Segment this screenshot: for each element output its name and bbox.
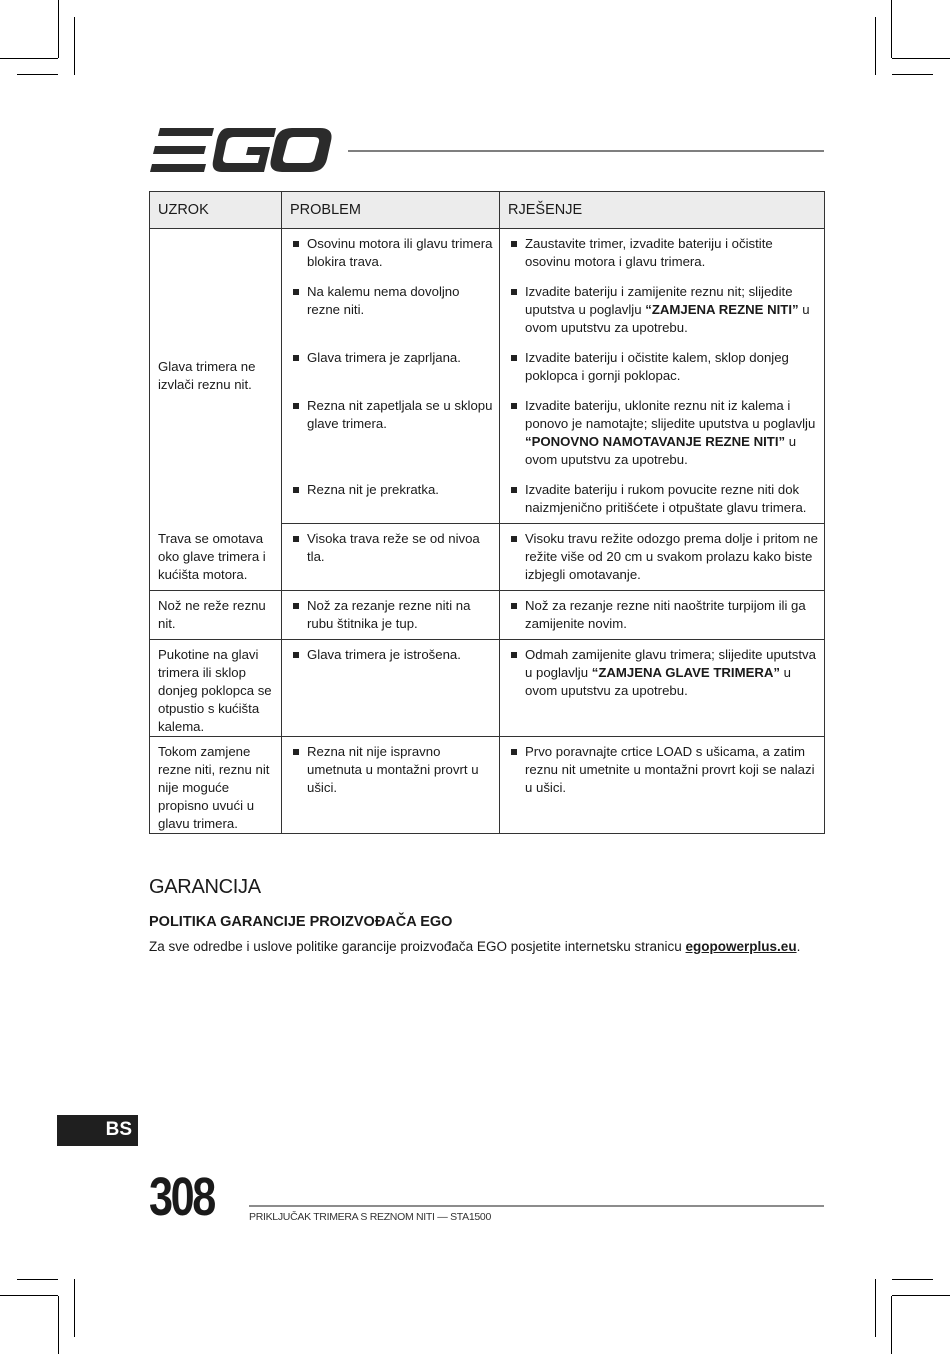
- solution-item: [500, 737, 824, 803]
- solution-text: Izvadite bateriju, uklonite reznu nit iz kalema i ponovo je namotajte; slijedite uputstva u poglavlju: [525, 398, 816, 431]
- footer-rule: [249, 1205, 824, 1207]
- footer-doc-title: PRIKLJUČAK TRIMERA S REZNOM NITI — STA1500: [249, 1211, 491, 1223]
- crop-mark: [892, 58, 950, 59]
- crop-mark: [875, 17, 876, 75]
- problem-item: [282, 277, 499, 325]
- solution-text: Izvadite bateriju i rukom povucite rezne niti dok naizmjenično pritišćete i otpuštate glavu trimera.: [525, 482, 807, 515]
- problem-item: [282, 591, 499, 639]
- problem-cell: [282, 277, 500, 343]
- problem-cell: [282, 343, 500, 391]
- bullet-icon: [511, 749, 517, 755]
- section-title: GARANCIJA: [149, 876, 261, 898]
- bullet-icon: [511, 289, 517, 295]
- solution-item: [500, 524, 824, 590]
- header-rule: [348, 150, 824, 152]
- bullet-icon: [293, 289, 299, 295]
- problem-item: [282, 475, 499, 505]
- problem-text: Osovinu motora ili glavu trimera blokira trava.: [307, 236, 493, 269]
- section-subtitle: POLITIKA GARANCIJE PROIZVOĐAČA EGO: [149, 914, 453, 930]
- warranty-text-end: .: [796, 939, 801, 954]
- solution-cell: [500, 591, 825, 640]
- crop-mark: [74, 1279, 75, 1337]
- solution-text: Visoku travu režite odozgo prema dolje i pritom ne režite više od 20 cm u svakom prolazu kako biste izbjegli omotavanje.: [525, 531, 818, 582]
- solution-cell: [500, 343, 825, 391]
- solution-text: Izvadite bateriju i zamijenite reznu nit; slijedite uputstva u poglavlju: [525, 284, 793, 317]
- bullet-icon: [293, 652, 299, 658]
- bullet-icon: [293, 355, 299, 361]
- solution-cell: [500, 475, 825, 524]
- crop-mark: [891, 0, 892, 58]
- crop-mark: [74, 17, 75, 75]
- problem-text: Visoka trava reže se od nivoa tla.: [307, 531, 480, 564]
- problem-text: Nož za rezanje rezne niti na rubu štitnika je tup.: [307, 598, 471, 631]
- problem-text: Rezna nit zapetljala se u sklopu glave trimera.: [307, 398, 493, 431]
- bullet-icon: [293, 749, 299, 755]
- crop-mark: [58, 0, 59, 58]
- crop-mark: [17, 74, 58, 75]
- problem-text: Rezna nit je prekratka.: [307, 482, 439, 497]
- solution-item: [500, 475, 824, 523]
- bullet-icon: [293, 487, 299, 493]
- solution-cell: [500, 640, 825, 737]
- cause-cell: Tokom zamjene rezne niti, reznu nit nije moguće propisno uvući u glavu trimera.: [150, 737, 282, 834]
- solution-cell: [500, 737, 825, 834]
- problem-item: [282, 640, 499, 670]
- problem-item: [282, 343, 499, 373]
- solution-text: Nož za rezanje rezne niti naoštrite turpijom ili ga zamijenite novim.: [525, 598, 806, 631]
- problem-text: Glava trimera je istrošena.: [307, 647, 461, 662]
- table-row: [150, 737, 825, 834]
- header-problem: PROBLEM: [282, 192, 500, 229]
- cause-cell: Glava trimera ne izvlači reznu nit.: [150, 229, 282, 524]
- table-row: [150, 524, 825, 591]
- ego-logo: [150, 128, 332, 172]
- crop-mark: [892, 74, 933, 75]
- table-header-row: [150, 192, 825, 229]
- solution-item: [500, 229, 824, 277]
- bullet-icon: [511, 536, 517, 542]
- language-code: BS: [105, 1119, 132, 1140]
- problem-text: Rezna nit nije ispravno umetnuta u montažni provrt u ušici.: [307, 744, 479, 795]
- bullet-icon: [293, 603, 299, 609]
- problem-cell: [282, 391, 500, 475]
- solution-text: Izvadite bateriju i očistite kalem, sklop donjeg poklopca i gornji poklopac.: [525, 350, 789, 383]
- problem-item: [282, 524, 499, 572]
- bullet-icon: [511, 241, 517, 247]
- problem-item: [282, 391, 499, 439]
- solution-cell: [500, 229, 825, 278]
- cause-cell: Pukotine na glavi trimera ili sklop donjeg poklopca se otpustio s kućišta kalema.: [150, 640, 282, 737]
- bullet-icon: [293, 403, 299, 409]
- table-row: [150, 640, 825, 737]
- solution-cell: [500, 391, 825, 475]
- bullet-icon: [511, 403, 517, 409]
- solution-item: [500, 640, 824, 706]
- crop-mark: [892, 1295, 950, 1296]
- cause-cell: Nož ne reže reznu nit.: [150, 591, 282, 640]
- solution-item: [500, 343, 824, 391]
- solution-text: u ovom uputstvu za upotrebu.: [525, 434, 797, 467]
- solution-reference: “PONOVNO NAMOTAVANJE REZNE NITI”: [525, 434, 786, 449]
- solution-reference: “ZAMJENA REZNE NITI”: [645, 302, 799, 317]
- language-tab: [57, 1115, 138, 1146]
- header-solution: RJEŠENJE: [500, 192, 825, 229]
- header-cause: UZROK: [150, 192, 282, 229]
- solution-cell: [500, 277, 825, 343]
- crop-mark: [0, 58, 58, 59]
- table-row: [150, 591, 825, 640]
- warranty-text: Za sve odredbe i uslove politike garancije proizvođača EGO posjetite internetsku stranicu: [149, 939, 686, 954]
- solution-item: [500, 277, 824, 343]
- page-number: 308: [149, 1167, 214, 1227]
- bullet-icon: [511, 603, 517, 609]
- problem-cell: [282, 591, 500, 640]
- cause-cell: Trava se omotava oko glave trimera i kućišta motora.: [150, 524, 282, 591]
- solution-text: Odmah zamijenite glavu trimera; slijedite uputstva u poglavlju: [525, 647, 816, 680]
- solution-reference: “ZAMJENA GLAVE TRIMERA”: [591, 665, 781, 680]
- table-row: [150, 229, 825, 278]
- solution-text: Zaustavite trimer, izvadite bateriju i očistite osovinu motora i glavu trimera.: [525, 236, 773, 269]
- solution-text: u ovom uputstvu za upotrebu.: [525, 302, 810, 335]
- troubleshooting-table: [149, 191, 825, 834]
- solution-cell: [500, 524, 825, 591]
- crop-mark: [58, 1296, 59, 1354]
- problem-text: Na kalemu nema dovoljno rezne niti.: [307, 284, 460, 317]
- crop-mark: [875, 1279, 876, 1337]
- crop-mark: [892, 1279, 933, 1280]
- crop-mark: [0, 1295, 58, 1296]
- problem-cell: [282, 524, 500, 591]
- bullet-icon: [511, 355, 517, 361]
- crop-mark: [17, 1279, 58, 1280]
- solution-text: u ovom uputstvu za upotrebu.: [525, 665, 792, 698]
- problem-text: Glava trimera je zaprljana.: [307, 350, 461, 365]
- solution-text: Prvo poravnajte crtice LOAD s ušicama, a zatim reznu nit umetnite u montažni provrt koji se nalazi u ušici.: [525, 744, 815, 795]
- solution-item: [500, 391, 824, 475]
- bullet-icon: [511, 487, 517, 493]
- solution-item: [500, 591, 824, 639]
- problem-cell: [282, 737, 500, 834]
- warranty-link[interactable]: egopowerplus.eu: [685, 939, 797, 954]
- bullet-icon: [293, 241, 299, 247]
- problem-cell: [282, 640, 500, 737]
- problem-cell: [282, 229, 500, 278]
- problem-cell: [282, 475, 500, 524]
- bullet-icon: [511, 652, 517, 658]
- crop-mark: [891, 1296, 892, 1354]
- problem-item: [282, 229, 499, 277]
- bullet-icon: [293, 536, 299, 542]
- warranty-paragraph: [149, 939, 800, 954]
- problem-item: [282, 737, 499, 803]
